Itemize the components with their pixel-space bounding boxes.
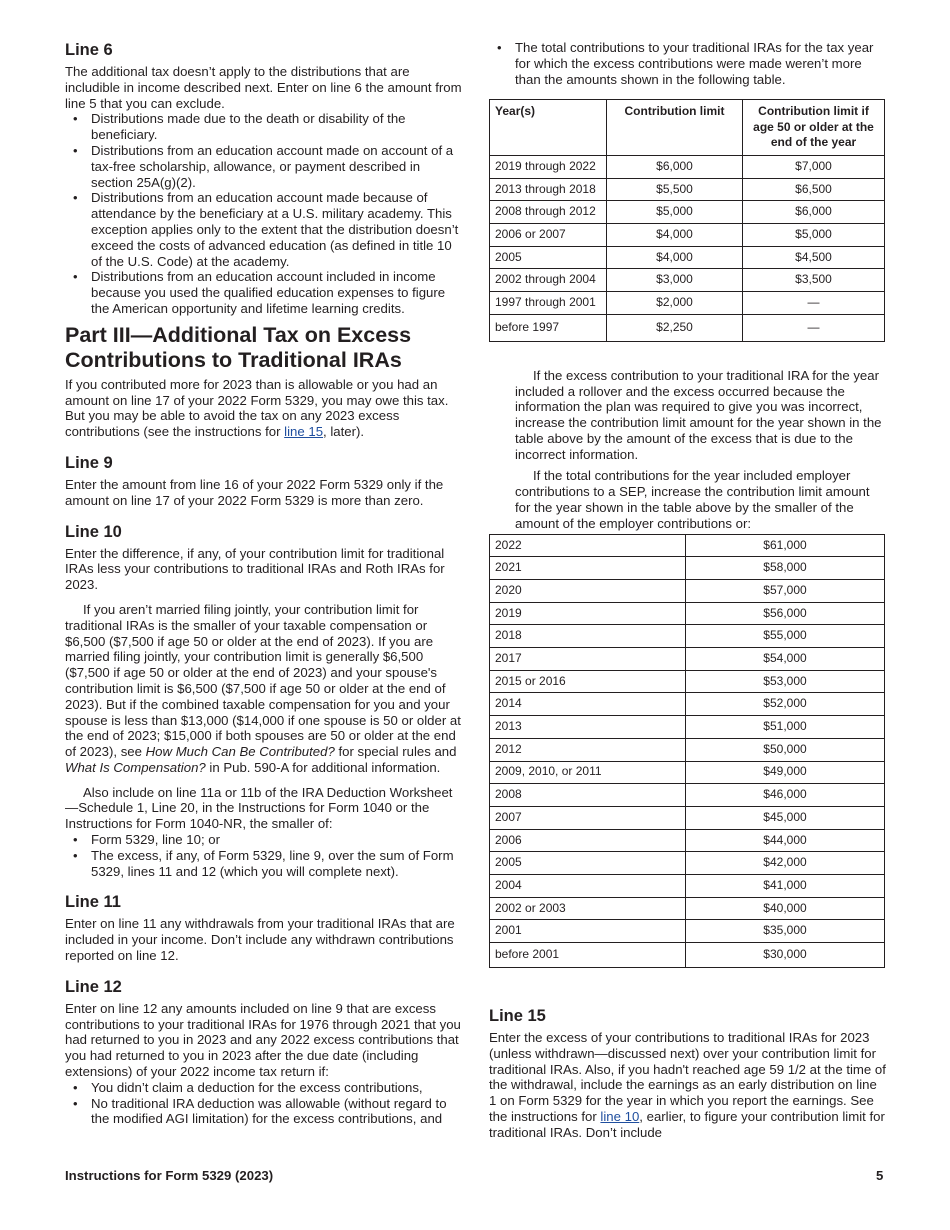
cell-amount: $52,000 xyxy=(686,693,885,716)
table-row xyxy=(490,920,885,943)
table-row xyxy=(490,223,885,246)
line-15-link[interactable]: line 15 xyxy=(284,424,324,440)
cell-limit: $6,000 xyxy=(607,155,743,178)
cell-amount: $42,000 xyxy=(686,852,885,875)
cell-limit-50: $3,500 xyxy=(743,269,885,292)
table-row xyxy=(490,784,885,807)
table-row xyxy=(490,625,885,648)
table-row xyxy=(490,534,885,557)
cell-limit-50: — xyxy=(743,292,885,315)
text: If you aren’t married filing jointly, your contribution limit for traditional IRAs is the smaller of your taxable compensation or $6,500 ($7,500 if age 50 or older at the end of 2023). If you are married filing jointly, your contribution limit is generally $6,500 ($7,500 if age 50 or older at the end of 2023) and your spouse's contribution limit is $6,500 ($7,500 if age 50 or older at the end of 2023). But if the combined taxable compensation for you and your spouse is less than $13,000 ($14,000 if one spouse is 50 or older at the end of 2023; $15,000 if both spouses are 50 or older at the end of 2023), see xyxy=(65,601,461,760)
right-top-bullets xyxy=(489,40,886,87)
line-15-text xyxy=(489,1030,886,1141)
cell-years: 2008 through 2012 xyxy=(490,201,607,224)
list-item: • You didn’t claim a deduction for the excess contributions, xyxy=(65,1080,462,1096)
part-3-intro xyxy=(65,377,462,440)
line-9-heading: Line 9 xyxy=(65,453,113,472)
section-line-6 xyxy=(65,40,462,317)
table-row xyxy=(490,670,885,693)
line-12-heading: Line 12 xyxy=(65,977,122,996)
cell-amount: $44,000 xyxy=(686,829,885,852)
table-row xyxy=(490,852,885,875)
cell-years: 2005 xyxy=(490,246,607,269)
section-line-15 xyxy=(489,1006,886,1141)
part-3-heading: Part III—Additional Tax on Excess Contributions to Traditional IRAs xyxy=(65,322,412,372)
cell-limit-50: $6,000 xyxy=(743,201,885,224)
text: for special rules and xyxy=(334,744,457,760)
part-3-intro-text-end: , later). xyxy=(323,424,365,440)
cell-year: 2013 xyxy=(490,716,686,739)
list-item: • The total contributions to your traditional IRAs for the tax year for which the excess contributions were made weren’t more than the amounts shown in the following table. xyxy=(489,40,886,87)
section-line-11 xyxy=(65,892,462,963)
text: Enter the excess of your contributions to traditional IRAs for 2023 (unless withdrawn—discussed next) over your contribution limit for traditional IRAs. Also, if you hadn't reached age 59 1/2 at the time of the withdrawal, include the earnings as an early distribution on line 1 on Form 5329 for the year in which you report the earnings. See the instructions for xyxy=(489,1030,886,1125)
cell-limit: $4,000 xyxy=(607,246,743,269)
table-row xyxy=(490,246,885,269)
sep-limits-table xyxy=(489,534,885,968)
table-row xyxy=(490,648,885,671)
cell-year: 2005 xyxy=(490,852,686,875)
cell-year: 2019 xyxy=(490,602,686,625)
list-item: • No traditional IRA deduction was allowable (without regard to the modified AGI limitation) for the excess contributions, and xyxy=(65,1096,462,1128)
table-row xyxy=(490,761,885,784)
cell-year: 2015 or 2016 xyxy=(490,670,686,693)
cell-year: 2001 xyxy=(490,920,686,943)
list-item: • Distributions from an education account made because of attendance by the beneficiary at a U.S. military academy. This exception applies only to the extent that the distribution doesn’t exceed the costs of advanced education (as defined in title 10 of the U.S. Code) at the academy. xyxy=(65,190,462,269)
section-line-9 xyxy=(65,453,462,509)
line-11-heading: Line 11 xyxy=(65,893,121,912)
table-row xyxy=(490,155,885,178)
cell-amount: $54,000 xyxy=(686,648,885,671)
cell-years: 2019 through 2022 xyxy=(490,155,607,178)
line-11-text: Enter on line 11 any withdrawals from your traditional IRAs that are included in your income. Don’t include any withdrawn contributions reported on line 12. xyxy=(65,916,455,964)
line-6-intro: The additional tax doesn’t apply to the distributions that are includible in income described next. Enter on line 6 the amount from line 5 that you can exclude. xyxy=(65,64,462,111)
table-row xyxy=(490,269,885,292)
table-row xyxy=(490,897,885,920)
line-12-bullets xyxy=(65,1080,462,1127)
line-10-para-3: Also include on line 11a or 11b of the IRA Deduction Worksheet—Schedule 1, Line 20, in the Instructions for Form 1040 or the Instructions for Form 1040-NR, the smaller of: xyxy=(65,784,453,832)
rollover-paragraph: If the excess contribution to your traditional IRA for the year included a rollover and the excess occurred because the information the plan was required to give you was incorrect, increase the contribution limit amount for the year shown in the table above by the amount of the excess that is due to the incorrect information. xyxy=(515,367,882,462)
cell-years: 2002 through 2004 xyxy=(490,269,607,292)
cell-year: 2022 xyxy=(490,534,686,557)
cell-year: 2008 xyxy=(490,784,686,807)
cell-limit: $4,000 xyxy=(607,223,743,246)
cell-year: 2020 xyxy=(490,580,686,603)
page-number: 5 xyxy=(876,1168,884,1183)
cell-year: 2007 xyxy=(490,806,686,829)
publication-reference: What Is Compensation? xyxy=(65,759,206,775)
list-item: • Distributions from an education account made on account of a tax-free scholarship, allowance, or payment described in section 25A(g)(2). xyxy=(65,143,462,190)
cell-limit: $2,250 xyxy=(607,314,743,341)
footer-title: Instructions for Form 5329 (2023) xyxy=(65,1168,274,1183)
cell-amount: $53,000 xyxy=(686,670,885,693)
cell-year: 2012 xyxy=(490,738,686,761)
list-item: • The excess, if any, of Form 5329, line 9, over the sum of Form 5329, lines 11 and 12 (which you will complete next). xyxy=(65,848,462,880)
table-row xyxy=(490,829,885,852)
table-row xyxy=(490,178,885,201)
cell-amount: $40,000 xyxy=(686,897,885,920)
table-row xyxy=(490,874,885,897)
cell-limit-50: $5,000 xyxy=(743,223,885,246)
right-column xyxy=(489,40,886,1141)
part-3-intro-text: If you contributed more for 2023 than is allowable or you had an amount on line 17 of your 2022 Form 5329, you may owe this tax. But you may be able to avoid the tax on any 2023 excess contributions (see the instructions for xyxy=(65,376,449,440)
line-9-text: Enter the amount from line 16 of your 2022 Form 5329 only if the amount on line 17 of your 2022 Form 5329 is more than zero. xyxy=(65,476,444,508)
table-row xyxy=(490,201,885,224)
list-item: • Form 5329, line 10; or xyxy=(65,832,462,848)
table-row xyxy=(490,557,885,580)
cell-limit: $3,000 xyxy=(607,269,743,292)
cell-year: 2017 xyxy=(490,648,686,671)
cell-amount: $50,000 xyxy=(686,738,885,761)
line-12-text: Enter on line 12 any amounts included on line 9 that are excess contributions to your traditional IRAs for 1976 through 2021 that you had returned to you in 2023 and any 2022 excess contributions that you had returned to you in 2023 after the due date (including extensions) of your 2022 income tax return if: xyxy=(65,1000,461,1080)
cell-limit-50: — xyxy=(743,314,885,341)
cell-limit-50: $4,500 xyxy=(743,246,885,269)
text: in Pub. 590-A for additional information. xyxy=(205,759,441,775)
cell-year: 2004 xyxy=(490,874,686,897)
line-10-text: Enter the difference, if any, of your contribution limit for traditional IRAs less your contributions to traditional IRAs and Roth IRAs for 2023. xyxy=(65,545,445,593)
line-10-heading: Line 10 xyxy=(65,522,122,541)
publication-reference: How Much Can Be Contributed? xyxy=(145,744,335,760)
cell-amount: $57,000 xyxy=(686,580,885,603)
table-row xyxy=(490,292,885,315)
cell-year: 2002 or 2003 xyxy=(490,897,686,920)
table-row xyxy=(490,693,885,716)
table-row xyxy=(490,602,885,625)
section-part-3 xyxy=(65,323,462,440)
cell-limit: $5,500 xyxy=(607,178,743,201)
cell-year: 2021 xyxy=(490,557,686,580)
section-line-10 xyxy=(65,522,462,880)
cell-amount: $45,000 xyxy=(686,806,885,829)
cell-limit: $2,000 xyxy=(607,292,743,315)
table-row xyxy=(490,806,885,829)
contribution-limits-table xyxy=(489,99,885,341)
table-header-row xyxy=(490,100,885,156)
cell-year: 2014 xyxy=(490,693,686,716)
line-10-para-2 xyxy=(65,602,462,776)
cell-years: 2006 or 2007 xyxy=(490,223,607,246)
table-row xyxy=(490,716,885,739)
cell-amount: $49,000 xyxy=(686,761,885,784)
cell-amount: $51,000 xyxy=(686,716,885,739)
cell-amount: $61,000 xyxy=(686,534,885,557)
cell-limit: $5,000 xyxy=(607,201,743,224)
list-item: • Distributions from an education account included in income because you used the qualified education expenses to figure the American opportunity and lifetime learning credits. xyxy=(65,269,462,316)
cell-amount: $35,000 xyxy=(686,920,885,943)
column-header-contribution-limit: Contribution limit xyxy=(607,100,743,156)
cell-years: 1997 through 2001 xyxy=(490,292,607,315)
cell-amount: $56,000 xyxy=(686,602,885,625)
column-header-years: Year(s) xyxy=(490,100,607,156)
line-6-bullets xyxy=(65,111,462,316)
line-6-heading: Line 6 xyxy=(65,41,113,59)
text: , earlier, to figure your contribution limit for traditional IRAs. Don’t include xyxy=(489,1109,885,1140)
cell-amount: $46,000 xyxy=(686,784,885,807)
table-row xyxy=(490,314,885,341)
table-row xyxy=(490,580,885,603)
list-item: • Distributions made due to the death or disability of the beneficiary. xyxy=(65,111,462,143)
cell-limit-50: $7,000 xyxy=(743,155,885,178)
cell-years: before 1997 xyxy=(490,314,607,341)
left-column xyxy=(65,40,462,1127)
cell-amount: $30,000 xyxy=(686,943,885,968)
cell-amount: $55,000 xyxy=(686,625,885,648)
cell-amount: $58,000 xyxy=(686,557,885,580)
line-15-heading: Line 15 xyxy=(489,1007,546,1026)
cell-limit-50: $6,500 xyxy=(743,178,885,201)
cell-year: 2006 xyxy=(490,829,686,852)
section-line-12 xyxy=(65,977,462,1127)
line-10-bullets xyxy=(65,832,462,879)
line-10-link[interactable]: line 10 xyxy=(600,1109,640,1125)
sep-paragraph: If the total contributions for the year included employer contributions to a SEP, increase the contribution limit amount for the year shown in the table above by the smaller of the amount of the employer contributions or: xyxy=(515,468,870,531)
table-row xyxy=(490,943,885,968)
cell-year: 2009, 2010, or 2011 xyxy=(490,761,686,784)
cell-year: before 2001 xyxy=(490,943,686,968)
cell-years: 2013 through 2018 xyxy=(490,178,607,201)
cell-year: 2018 xyxy=(490,625,686,648)
column-header-limit-age-50: Contribution limit if age 50 or older at the end of the year xyxy=(743,100,885,156)
table-row xyxy=(490,738,885,761)
cell-amount: $41,000 xyxy=(686,874,885,897)
